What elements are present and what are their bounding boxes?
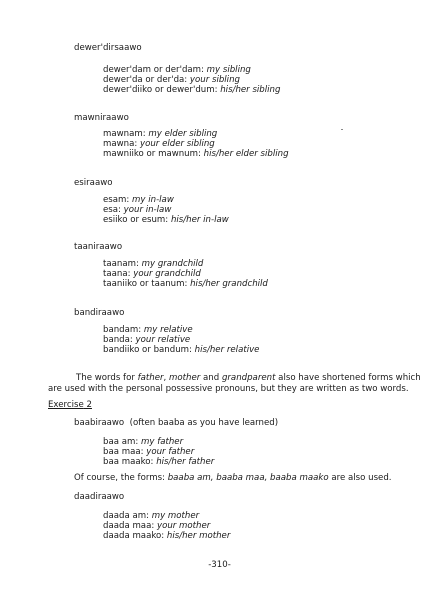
- form-line: dewer'dam or der'dam: my sibling: [103, 65, 251, 75]
- scan-speck: [341, 129, 343, 130]
- form-line: baa am: my father: [103, 437, 184, 447]
- form-line: esa: your in-law: [103, 205, 172, 215]
- paragraph-line: The words for father, mother and grandparent also have shortened forms which: [76, 373, 421, 383]
- paragraph-line: are used with the personal possessive pronouns, but they are written as two words.: [48, 384, 409, 394]
- form-line: daada maa: your mother: [103, 521, 211, 531]
- section-heading: esiraawo: [74, 178, 113, 188]
- form-line: taanam: my grandchild: [103, 259, 204, 269]
- section-heading: taaniraawo: [74, 242, 123, 252]
- form-line: mawniiko or mawnum: his/her elder sibling: [103, 149, 289, 159]
- form-line: taana: your grandchild: [103, 269, 201, 279]
- form-line: dewer'da or der'da: your sibling: [103, 75, 240, 85]
- paragraph-line: Of course, the forms: baaba am, baaba maa, baaba maako are also used.: [74, 473, 392, 483]
- form-line: esiiko or esum: his/her in-law: [103, 215, 229, 225]
- form-line: daada maako: his/her mother: [103, 531, 231, 541]
- section-heading: baabiraawo (often baaba as you have learned): [74, 418, 279, 428]
- form-line: daada am: my mother: [103, 511, 200, 521]
- section-heading: dewer'dirsaawo: [74, 43, 142, 53]
- form-line: taaniiko or taanum: his/her grandchild: [103, 279, 268, 289]
- form-line: mawnam: my elder sibling: [103, 129, 218, 139]
- section-heading: daadiraawo: [74, 492, 125, 502]
- form-line: banda: your relative: [103, 335, 191, 345]
- form-line: baa maako: his/her father: [103, 457, 215, 467]
- page-number: -310-: [208, 560, 231, 570]
- form-line: esam: my in-law: [103, 195, 174, 205]
- form-line: mawna: your elder sibling: [103, 139, 215, 149]
- form-line: dewer'diiko or dewer'dum: his/her sibling: [103, 85, 281, 95]
- form-line: bandam: my relative: [103, 325, 193, 335]
- section-heading: bandiraawo: [74, 308, 125, 318]
- form-line: baa maa: your father: [103, 447, 195, 457]
- section-heading: mawniraawo: [74, 113, 129, 123]
- form-line: bandiiko or bandum: his/her relative: [103, 345, 260, 355]
- exercise-heading: Exercise 2: [48, 400, 92, 410]
